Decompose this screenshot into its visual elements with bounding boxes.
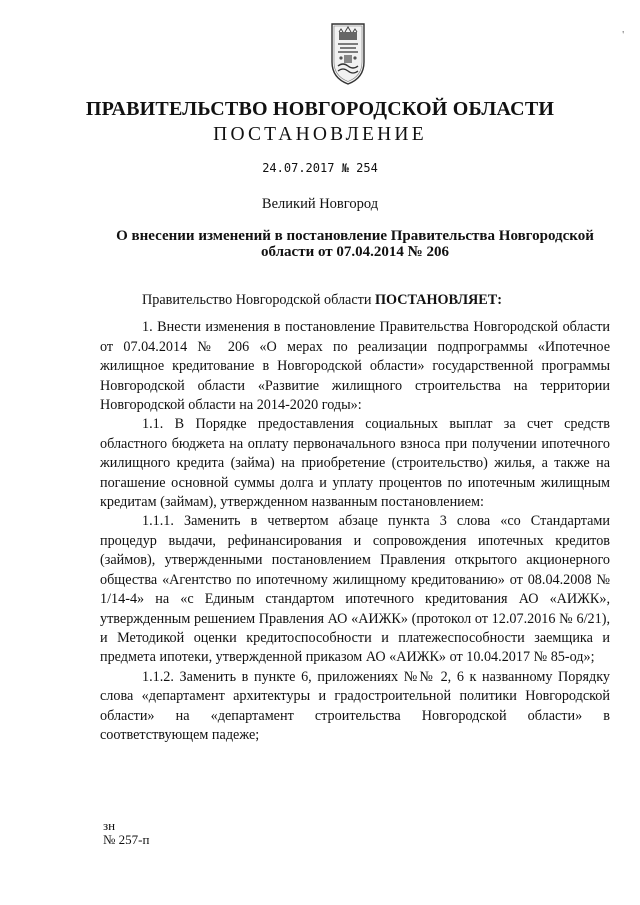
coat-of-arms-icon — [324, 20, 372, 86]
document-footer — [103, 819, 149, 847]
footer-reg-number: № 257-п — [103, 832, 150, 847]
document-city: Великий Новгород — [261, 196, 379, 212]
document-body — [100, 291, 610, 745]
document-date-number: 24.07.2017 № 254 — [262, 161, 378, 175]
footer-initials: зн — [103, 818, 116, 833]
paragraph-1-1-1: 1.1.1. Заменить в четвертом абзаце пункта 3 слова «со Стандартами процедур выдачи, рефинансирования и сопровождения ипотечных кредитов (займов), утвержденными постановлением Правления открытого акционерного общества «Агентство по ипотечному жилищному кредитованию» от 08.04.2008 № 1/14-4» на «с Единым стандартом ипотечного кредитования АО «АИЖК», утвержденным решением Правления АО «АИЖК» (протокол от 12.07.2016 № 6/21), и Методикой оценки кредитоспособности и платежеспособности заемщика и предмета ипотеки, утвержденной приказом АО «АИЖК» от 10.04.2017 № 85-од»; — [100, 513, 610, 666]
intro-lead: Правительство Новгородской области — [142, 292, 375, 308]
document-subject: О внесении изменений в постановление Правительства Новгородской области от 07.04.2014 № 206 — [116, 228, 594, 260]
paragraph-1-1-2: 1.1.2. Заменить в пункте 6, приложениях №№ 2, 6 к названному Порядку слова «департамент архитектуры и градостроительной политики Новгородской области» на «департамент строительства Новгородской области» в соответствующем падеже; — [100, 668, 610, 743]
paragraph-1-1: 1.1. В Порядке предоставления социальных выплат за счет средств областного бюджета на оплату первоначального взноса при получении ипотечного жилищного кредита (займа) на приобретение (строительство) жилья, а также на погашение основной суммы долга и уплату процентов по ипотечным жилищным кредитам (займам), утвержденном названным постановлением: — [100, 416, 610, 511]
page-mark: ' — [622, 30, 624, 41]
intro-paragraph — [100, 291, 610, 310]
intro-verb: ПОСТАНОВЛЯЕТ: — [374, 292, 502, 308]
document-type: ПОСТАНОВЛЕНИЕ — [213, 124, 427, 145]
organization-title: ПРАВИТЕЛЬСТВО НОВГОРОДСКОЙ ОБЛАСТИ — [85, 98, 555, 120]
paragraph-1: 1. Внести изменения в постановление Правительства Новгородской области от 07.04.2014 № 206 «О мерах по реализации подпрограммы «Ипотечное жилищное кредитование в Новгородской области» государственной программы Новгородской области «Развитие жилищного строительства на территории Новгородской области на 2014-2020 годы»: — [100, 319, 610, 414]
